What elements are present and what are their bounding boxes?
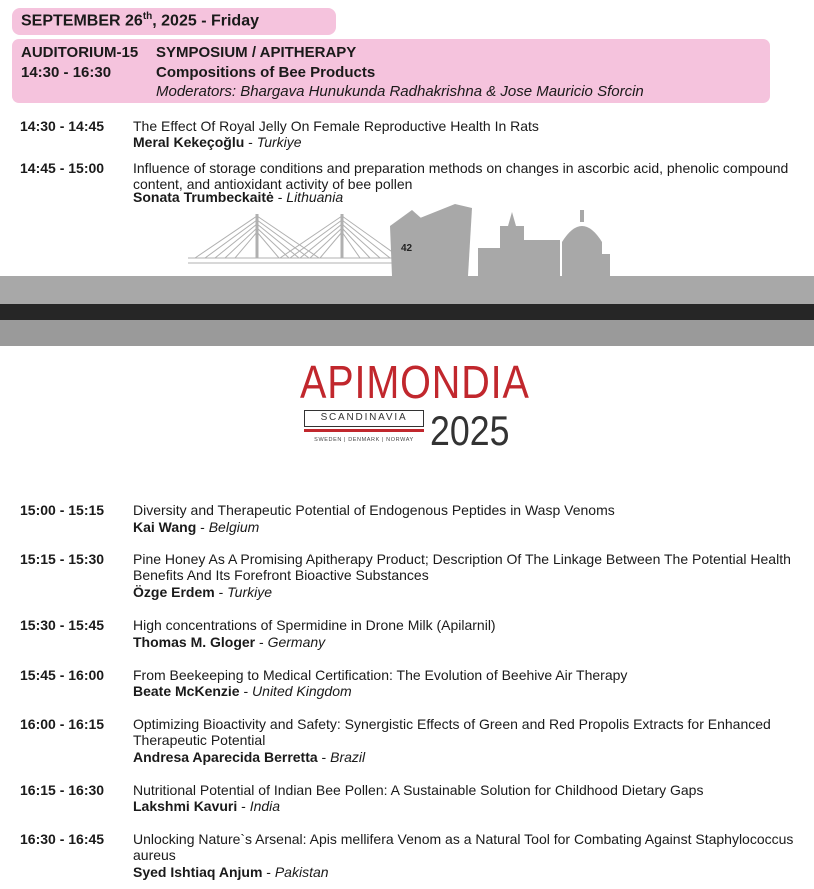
- talk-time: 15:30 - 15:45: [20, 617, 105, 633]
- talk-title: Diversity and Therapeutic Potential of Endogenous Peptides in Wasp Venoms: [133, 502, 615, 518]
- author-country: United Kingdom: [252, 683, 352, 699]
- author-separator: -: [273, 189, 287, 205]
- page-number: 42: [401, 243, 413, 254]
- author-separator: -: [239, 683, 253, 699]
- author-name: Sonata Trumbeckaitė: [133, 189, 274, 205]
- talk-time: 14:30 - 14:45: [20, 118, 105, 134]
- session-title: Compositions of Bee Products: [156, 64, 376, 81]
- author-country: Turkiye: [227, 584, 273, 600]
- footer-band-dark: [0, 304, 814, 320]
- buildings-icon: [390, 204, 610, 276]
- talk-author: [133, 864, 329, 880]
- author-separator: -: [196, 519, 209, 535]
- author-separator: -: [262, 864, 275, 880]
- session-type: SYMPOSIUM / APITHERAPY: [156, 44, 357, 61]
- author-name: Syed Ishtiaq Anjum: [133, 864, 263, 880]
- author-separator: -: [244, 134, 257, 150]
- session-room: AUDITORIUM-15: [21, 44, 139, 61]
- city-skyline-illustration: [0, 196, 814, 278]
- talk-title: High concentrations of Spermidine in Drone Milk (Apilarnil): [133, 617, 496, 633]
- talk-title: From Beekeeping to Medical Certification: The Evolution of Beehive Air Therapy: [133, 667, 628, 683]
- author-name: Andresa Aparecida Berretta: [133, 749, 318, 765]
- session-moderators: Moderators: Bhargava Hunukunda Radhakrishna & Jose Mauricio Sforcin: [156, 83, 644, 100]
- talk-time: 16:15 - 16:30: [20, 782, 105, 798]
- talk-time: 16:00 - 16:15: [20, 716, 105, 732]
- talk-title: Influence of storage conditions and preparation methods on changes in ascorbic acid, phenolic compound content, and antioxidant activity of bee pollen: [133, 160, 789, 192]
- author-country: Brazil: [330, 749, 366, 765]
- talk-author: [133, 683, 352, 699]
- logo-countries: SWEDEN | DENMARK | NORWAY: [314, 437, 414, 443]
- author-separator: -: [214, 584, 228, 600]
- logo-divider: [304, 429, 424, 432]
- author-name: Meral Kekeçoğlu: [133, 134, 245, 150]
- talk-author: [133, 134, 302, 150]
- author-country: Pakistan: [274, 864, 329, 880]
- talk-author: [133, 584, 272, 600]
- talk-time: 15:45 - 16:00: [20, 667, 105, 683]
- author-name: Beate McKenzie: [133, 683, 240, 699]
- scandinavia-logo-text: SCANDINAVIA: [304, 410, 424, 427]
- author-country: India: [249, 798, 281, 814]
- logo-year: 2025: [430, 407, 510, 454]
- talk-title: Optimizing Bioactivity and Safety: Synergistic Effects of Green and Red Propolis Extracts for Enhanced Therapeutic Potential: [133, 716, 771, 748]
- talk-title: Unlocking Nature`s Arsenal: Apis mellifera Venom as a Natural Tool for Combating Against Staphylococcus aureus: [133, 831, 794, 863]
- talk-time: 15:15 - 15:30: [20, 551, 105, 567]
- header-band-gray: [0, 320, 814, 346]
- talk-time: 14:45 - 15:00: [20, 160, 105, 176]
- author-separator: -: [317, 749, 331, 765]
- author-name: Thomas M. Gloger: [133, 634, 256, 650]
- footer-band-light: [0, 276, 814, 304]
- author-separator: -: [237, 798, 250, 814]
- talk-title: Pine Honey As A Promising Apitherapy Product; Description Of The Linkage Between The Potential Health Benefits And Its Forefront Bioactive Substances: [133, 551, 791, 583]
- bridge-icon: [188, 214, 400, 263]
- apimondia-logo-text: APIMONDIA: [300, 356, 530, 408]
- talk-author: [133, 798, 280, 814]
- talk-author: [133, 749, 365, 765]
- session-time: 14:30 - 16:30: [21, 64, 112, 81]
- author-name: Kai Wang: [133, 519, 197, 535]
- author-country: Lithuania: [286, 189, 344, 205]
- talk-title: Nutritional Potential of Indian Bee Pollen: A Sustainable Solution for Childhood Dietary Gaps: [133, 782, 704, 798]
- author-country: Belgium: [208, 519, 260, 535]
- date-heading: SEPTEMBER 26th, 2025 - Friday: [21, 11, 259, 30]
- author-name: Lakshmi Kavuri: [133, 798, 238, 814]
- talk-time: 15:00 - 15:15: [20, 502, 105, 518]
- author-name: Özge Erdem: [133, 584, 215, 600]
- author-separator: -: [255, 634, 268, 650]
- author-country: Germany: [267, 634, 326, 650]
- talk-title: The Effect Of Royal Jelly On Female Reproductive Health In Rats: [133, 118, 539, 134]
- talk-author: [133, 634, 325, 650]
- talk-author: [133, 519, 259, 535]
- talk-time: 16:30 - 16:45: [20, 831, 105, 847]
- author-country: Turkiye: [256, 134, 302, 150]
